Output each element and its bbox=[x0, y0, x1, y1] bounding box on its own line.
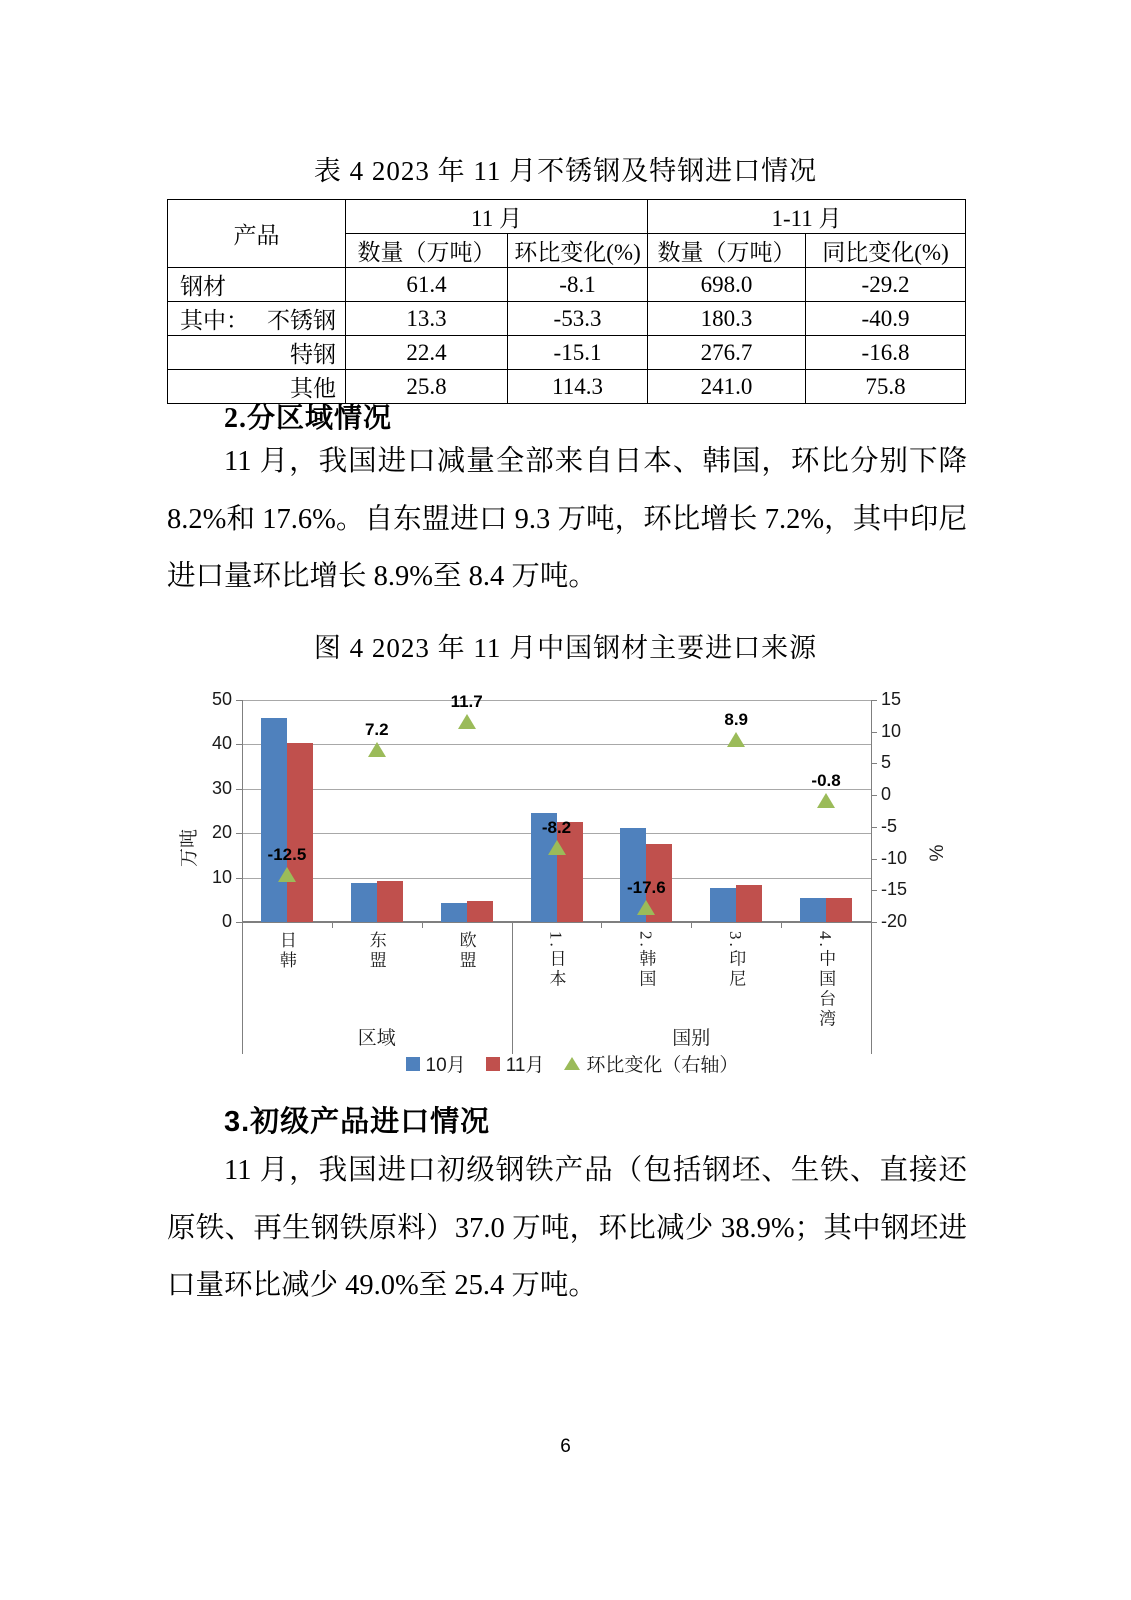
value-cell: -15.1 bbox=[508, 336, 648, 370]
bar-10月 bbox=[351, 883, 377, 922]
marker-data-label: -0.8 bbox=[811, 771, 841, 791]
legend-square-marker bbox=[406, 1057, 420, 1071]
legend-item bbox=[564, 1050, 738, 1077]
col-header-qty-nov: 数量（万吨） bbox=[346, 234, 508, 268]
legend-square-marker bbox=[486, 1057, 500, 1071]
value-cell: -16.8 bbox=[806, 336, 966, 370]
mom-change-marker bbox=[278, 867, 296, 882]
left-axis-tick bbox=[236, 789, 242, 790]
value-cell: 75.8 bbox=[806, 370, 966, 404]
value-cell: 698.0 bbox=[648, 268, 806, 302]
right-axis-tick-label: -20 bbox=[881, 911, 908, 931]
bar-11月 bbox=[736, 885, 762, 922]
group-separator bbox=[871, 922, 872, 1054]
category-label: 东盟 bbox=[366, 931, 386, 971]
row-label-cell bbox=[168, 302, 346, 336]
legend-label: 10月 bbox=[425, 1055, 466, 1076]
col-header-qty-cum: 数量（万吨） bbox=[648, 234, 806, 268]
gridline bbox=[242, 744, 871, 745]
row-label bbox=[168, 302, 345, 335]
row-label-prefix: 其中： bbox=[180, 308, 249, 333]
mom-change-marker bbox=[637, 900, 655, 915]
row-label-name: 不锈钢 bbox=[267, 308, 336, 333]
legend-label: 11月 bbox=[505, 1055, 545, 1076]
mom-change-marker bbox=[727, 732, 745, 747]
marker-data-label: 11.7 bbox=[450, 691, 483, 711]
bar-11月 bbox=[287, 743, 313, 922]
value-cell: 22.4 bbox=[346, 336, 508, 370]
gridline bbox=[242, 700, 871, 701]
bar-11月 bbox=[377, 881, 403, 922]
value-cell: -40.9 bbox=[806, 302, 966, 336]
right-axis-tick-label: -15 bbox=[881, 879, 908, 900]
page-number: 6 bbox=[560, 1436, 571, 1457]
left-axis-tick bbox=[236, 744, 242, 745]
chart-legend bbox=[167, 1050, 977, 1077]
col-header-mom: 环比变化(%) bbox=[508, 234, 648, 268]
right-axis-tick bbox=[871, 795, 877, 796]
col-header-yoy: 同比变化(%) bbox=[806, 234, 966, 268]
bar-10月 bbox=[710, 888, 736, 922]
value-cell: 13.3 bbox=[346, 302, 508, 336]
table-title: 表 4 2023 年 11 月不锈钢及特钢进口情况 bbox=[313, 156, 818, 186]
category-label: 4.中国台湾 bbox=[816, 931, 836, 1030]
group-label: 国别 bbox=[672, 1028, 711, 1049]
category-tick bbox=[781, 922, 782, 928]
figure-title: 图 4 2023 年 11 月中国钢材主要进口来源 bbox=[313, 633, 818, 663]
row-label-name: 特钢 bbox=[290, 342, 336, 367]
category-label: 日韩 bbox=[276, 931, 296, 971]
category-label: 3.印尼 bbox=[726, 931, 746, 990]
right-axis-tick bbox=[871, 732, 877, 733]
left-axis-tick-label: 40 bbox=[211, 733, 232, 754]
bar-10月 bbox=[441, 903, 467, 922]
category-tick bbox=[332, 922, 333, 928]
category-tick bbox=[691, 922, 692, 928]
bar-10月 bbox=[800, 898, 826, 922]
table-row bbox=[168, 336, 966, 370]
right-axis-tick-label: 0 bbox=[881, 784, 892, 805]
category-tick bbox=[601, 922, 602, 928]
group-separator bbox=[512, 922, 513, 1054]
left-axis-tick-label: 20 bbox=[211, 822, 232, 843]
left-axis-title: 万吨 bbox=[179, 829, 200, 868]
marker-data-label: -8.2 bbox=[541, 818, 572, 838]
row-label-cell bbox=[168, 336, 346, 370]
legend-item bbox=[486, 1050, 545, 1077]
row-label bbox=[168, 268, 345, 301]
section-3-paragraph: 11 月，我国进口初级钢铁产品（包括钢坯、生铁、直接还原铁、再生钢铁原料）37.0 万吨，环比减少 38.9%；其中钢坯进口量环比减少 49.0%至 25.4 万吨。 bbox=[167, 1155, 967, 1301]
table-row bbox=[168, 302, 966, 336]
left-axis-tick-label: 50 bbox=[211, 689, 232, 709]
right-axis-tick bbox=[871, 827, 877, 828]
value-cell: 276.7 bbox=[648, 336, 806, 370]
col-header-months1-11: 1-11 月 bbox=[648, 200, 966, 234]
mom-change-marker bbox=[458, 714, 476, 729]
group-separator bbox=[242, 922, 243, 1054]
right-axis-tick-label: 15 bbox=[881, 689, 902, 709]
value-cell: -8.1 bbox=[508, 268, 648, 302]
right-axis-line bbox=[871, 700, 872, 922]
mom-change-marker bbox=[548, 840, 566, 855]
import-table bbox=[167, 199, 966, 404]
mom-change-marker bbox=[368, 742, 386, 757]
table-body bbox=[168, 268, 966, 404]
value-cell: 180.3 bbox=[648, 302, 806, 336]
right-axis-tick-label: -5 bbox=[881, 815, 898, 836]
left-axis-tick bbox=[236, 700, 242, 701]
left-axis-tick bbox=[236, 833, 242, 834]
right-axis-tick bbox=[871, 700, 877, 701]
legend-item bbox=[406, 1050, 466, 1077]
left-axis-tick-label: 10 bbox=[211, 866, 232, 887]
marker-data-label: -12.5 bbox=[267, 845, 307, 865]
right-axis-tick bbox=[871, 890, 877, 891]
value-cell: 25.8 bbox=[346, 370, 508, 404]
bar-11月 bbox=[826, 898, 852, 922]
table-row bbox=[168, 268, 966, 302]
section-2-paragraph: 11 月，我国进口减量全部来自日本、韩国，环比分别下降 8.2%和 17.6%。自东盟进口 9.3 万吨，环比增长 7.2%，其中印尼进口量环比增长 8.9%至 8.4 万吨。 bbox=[167, 446, 967, 592]
right-axis-tick bbox=[871, 763, 877, 764]
category-label: 2.韩国 bbox=[636, 931, 656, 990]
value-cell: 61.4 bbox=[346, 268, 508, 302]
row-label-cell bbox=[168, 268, 346, 302]
marker-data-label: 7.2 bbox=[364, 720, 389, 740]
right-axis-tick-label: 10 bbox=[881, 720, 902, 741]
section-3-heading: 3.初级产品进口情况 bbox=[224, 1106, 491, 1138]
col-header-product: 产品 bbox=[168, 200, 346, 268]
legend-label: 环比变化（右轴） bbox=[586, 1055, 739, 1076]
left-axis-tick-label: 0 bbox=[221, 911, 232, 931]
right-axis-tick-label: -10 bbox=[881, 847, 908, 868]
right-axis-title: % bbox=[927, 844, 948, 862]
value-cell: 114.3 bbox=[508, 370, 648, 404]
left-axis-tick bbox=[236, 878, 242, 879]
category-tick bbox=[422, 922, 423, 928]
category-label: 1.日本 bbox=[546, 931, 566, 990]
marker-data-label: -17.6 bbox=[626, 877, 666, 897]
value-cell: 241.0 bbox=[648, 370, 806, 404]
legend-triangle-marker bbox=[564, 1057, 580, 1070]
left-axis-line bbox=[242, 700, 243, 922]
category-label: 欧盟 bbox=[456, 931, 476, 971]
right-axis-tick bbox=[871, 859, 877, 860]
mom-change-marker bbox=[817, 793, 835, 808]
row-label-name: 其他 bbox=[290, 376, 336, 401]
value-cell: -29.2 bbox=[806, 268, 966, 302]
right-axis-tick-label: 5 bbox=[881, 752, 892, 773]
row-label-name: 钢材 bbox=[180, 274, 226, 299]
gridline bbox=[242, 789, 871, 790]
import-sources-chart bbox=[167, 668, 977, 1080]
bar-10月 bbox=[261, 718, 287, 922]
section-2-heading: 2.分区域情况 bbox=[224, 403, 393, 434]
marker-data-label: 8.9 bbox=[724, 709, 749, 729]
col-header-month11: 11 月 bbox=[346, 200, 648, 234]
left-axis-tick-label: 30 bbox=[211, 777, 232, 798]
row-label bbox=[168, 336, 345, 369]
value-cell: -53.3 bbox=[508, 302, 648, 336]
group-label: 区域 bbox=[357, 1028, 396, 1049]
bar-11月 bbox=[467, 901, 493, 922]
